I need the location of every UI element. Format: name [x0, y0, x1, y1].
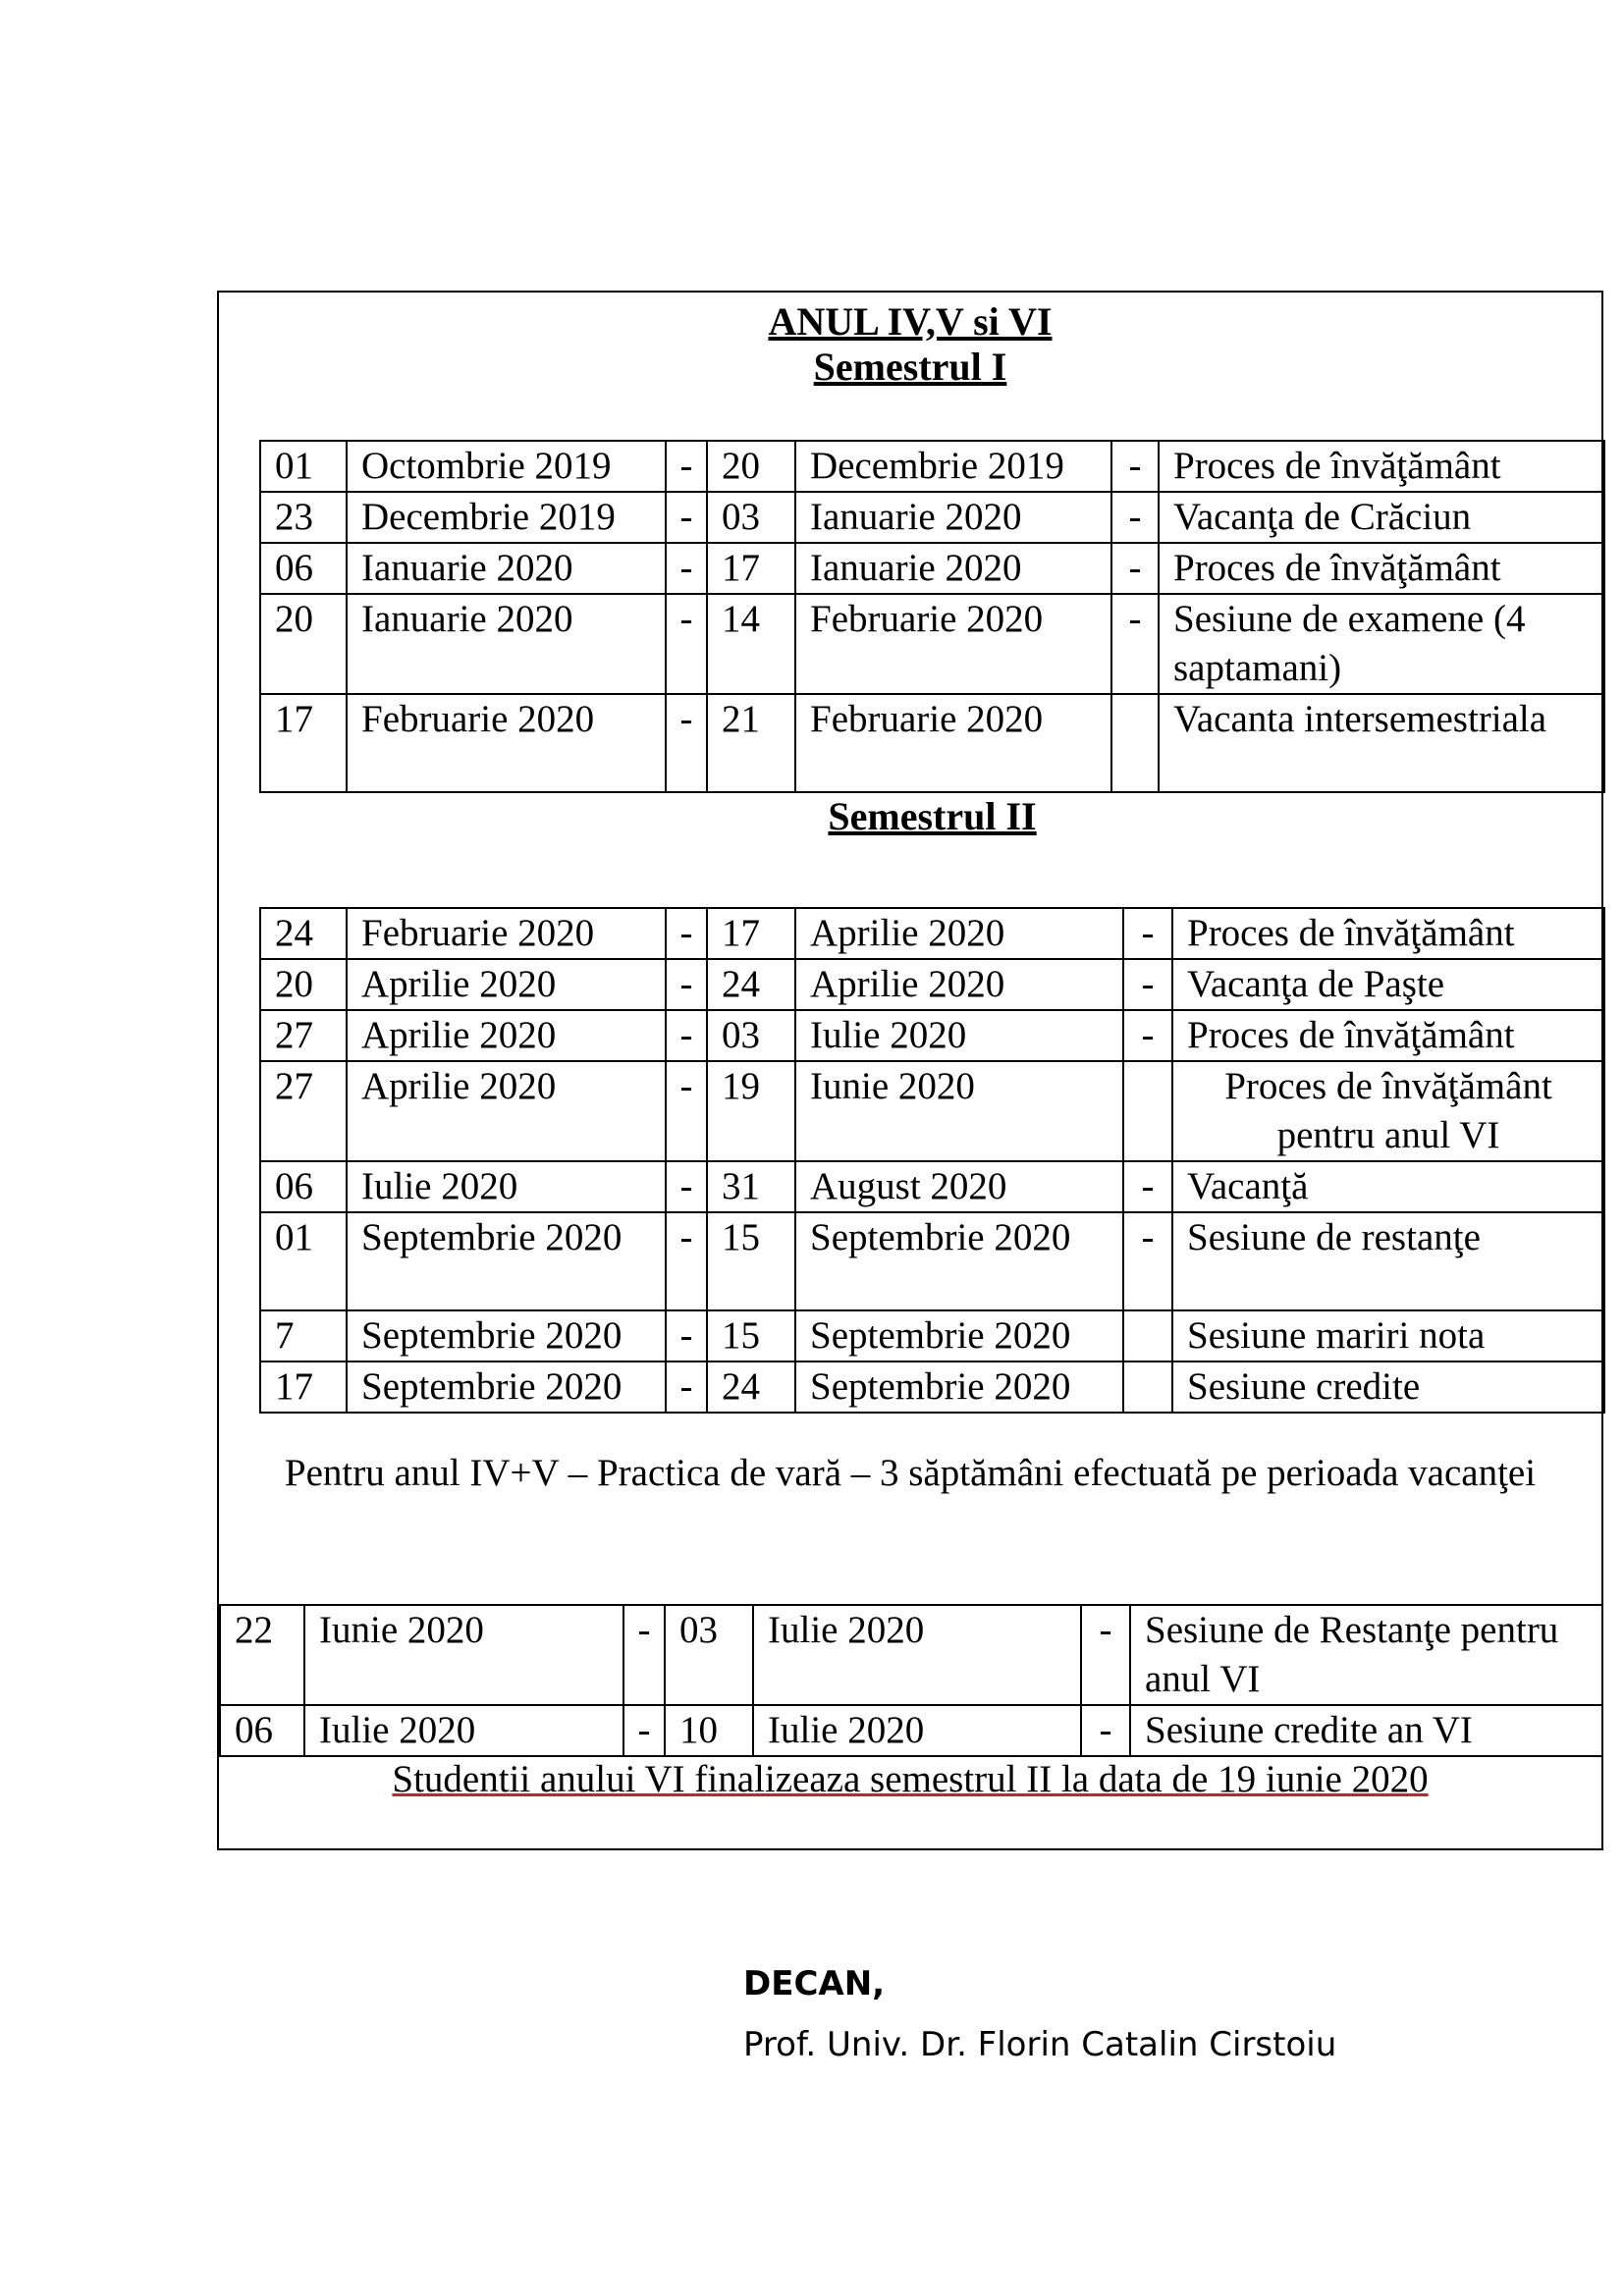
semester-1-title: Semestrul I — [813, 345, 1007, 389]
end-day: 15 — [707, 1212, 795, 1310]
period-description: Sesiune de restanţe — [1172, 1212, 1604, 1310]
desc-dash: - — [1123, 1212, 1172, 1310]
closing-note: Studentii anului VI finalizeaza semestrul II la data de 19 iunie 2020 — [392, 1758, 1429, 1800]
period-description: Sesiune de examene (4 saptamani) — [1159, 594, 1604, 694]
schedule-frame — [217, 291, 1603, 1850]
end-month: Ianuarie 2020 — [795, 543, 1111, 594]
start-day: 20 — [260, 959, 347, 1010]
desc-dash: - — [1111, 543, 1159, 594]
end-month: August 2020 — [795, 1161, 1123, 1212]
table-row — [260, 1212, 1604, 1310]
end-month: Ianuarie 2020 — [795, 492, 1111, 543]
start-month: Aprilie 2020 — [347, 959, 666, 1010]
period-description: Sesiune mariri nota — [1172, 1310, 1604, 1362]
start-day: 06 — [220, 1705, 304, 1756]
range-dash: - — [666, 694, 707, 792]
end-month: Iulie 2020 — [795, 1010, 1123, 1061]
semester-2-table — [259, 907, 1605, 1414]
year-6-table — [219, 1604, 1603, 1757]
range-dash: - — [666, 441, 707, 492]
period-description: Vacanta intersemestriala — [1159, 694, 1604, 792]
desc-dash: - — [1123, 1010, 1172, 1061]
end-month: Aprilie 2020 — [795, 908, 1123, 959]
range-dash: - — [666, 1010, 707, 1061]
end-month: Septembrie 2020 — [795, 1310, 1123, 1362]
period-description: Vacanţa de Crăciun — [1159, 492, 1604, 543]
range-dash: - — [666, 1310, 707, 1362]
start-month: Septembrie 2020 — [347, 1212, 666, 1310]
start-day: 06 — [260, 543, 347, 594]
table-row — [260, 594, 1604, 694]
table-row — [220, 1705, 1602, 1756]
desc-dash — [1123, 1310, 1172, 1362]
start-day: 27 — [260, 1010, 347, 1061]
start-day: 23 — [260, 492, 347, 543]
end-month: Septembrie 2020 — [795, 1362, 1123, 1413]
start-month: Iulie 2020 — [304, 1705, 623, 1756]
end-day: 20 — [707, 441, 795, 492]
range-dash: - — [623, 1605, 665, 1705]
period-description: Proces de învăţământ — [1172, 1010, 1604, 1061]
table-row — [260, 543, 1604, 594]
end-day: 14 — [707, 594, 795, 694]
start-day: 01 — [260, 441, 347, 492]
table-row — [220, 1605, 1602, 1705]
end-month: Februarie 2020 — [795, 594, 1111, 694]
end-month: Decembrie 2019 — [795, 441, 1111, 492]
range-dash: - — [666, 1212, 707, 1310]
range-dash: - — [666, 1161, 707, 1212]
start-month: Octombrie 2019 — [347, 441, 666, 492]
end-month: Septembrie 2020 — [795, 1212, 1123, 1310]
start-month: Septembrie 2020 — [347, 1310, 666, 1362]
end-day: 24 — [707, 1362, 795, 1413]
desc-dash: - — [1123, 1161, 1172, 1212]
desc-dash: - — [1111, 441, 1159, 492]
period-description: Vacanţă — [1172, 1161, 1604, 1212]
desc-dash — [1123, 1362, 1172, 1413]
period-description: Vacanţa de Paşte — [1172, 959, 1604, 1010]
end-month: Iulie 2020 — [753, 1605, 1081, 1705]
start-day: 06 — [260, 1161, 347, 1212]
start-month: Ianuarie 2020 — [347, 594, 666, 694]
table-row — [260, 959, 1604, 1010]
period-description: Proces de învăţământ — [1159, 441, 1604, 492]
period-description: Proces de învăţământ — [1172, 908, 1604, 959]
end-month: Aprilie 2020 — [795, 959, 1123, 1010]
end-month: Februarie 2020 — [795, 694, 1111, 792]
start-day: 17 — [260, 694, 347, 792]
range-dash: - — [666, 492, 707, 543]
semester-1-table — [259, 440, 1605, 793]
start-day: 7 — [260, 1310, 347, 1362]
range-dash: - — [666, 1061, 707, 1161]
practice-note: Pentru anul IV+V – Practica de vară – 3 săptămâni efectuată pe perioada vacanţei — [284, 1452, 1537, 1494]
end-day: 21 — [707, 694, 795, 792]
start-day: 01 — [260, 1212, 347, 1310]
start-month: Februarie 2020 — [347, 694, 666, 792]
table-row — [260, 1310, 1604, 1362]
desc-dash: - — [1111, 594, 1159, 694]
start-month: Iulie 2020 — [347, 1161, 666, 1212]
range-dash: - — [666, 594, 707, 694]
table-row — [260, 492, 1604, 543]
period-description: Sesiune credite — [1172, 1362, 1604, 1413]
desc-dash: - — [1081, 1605, 1130, 1705]
end-day: 03 — [707, 1010, 795, 1061]
period-description: Sesiune credite an VI — [1130, 1705, 1602, 1756]
start-day: 17 — [260, 1362, 347, 1413]
start-month: Aprilie 2020 — [347, 1061, 666, 1161]
end-day: 03 — [665, 1605, 753, 1705]
range-dash: - — [623, 1705, 665, 1756]
desc-dash: - — [1123, 908, 1172, 959]
start-month: Decembrie 2019 — [347, 492, 666, 543]
end-day: 03 — [707, 492, 795, 543]
start-day: 20 — [260, 594, 347, 694]
start-month: Aprilie 2020 — [347, 1010, 666, 1061]
table-row — [260, 694, 1604, 792]
semester-2-title: Semestrul II — [828, 794, 1037, 838]
start-day: 24 — [260, 908, 347, 959]
range-dash: - — [666, 908, 707, 959]
start-month: Februarie 2020 — [347, 908, 666, 959]
start-day: 22 — [220, 1605, 304, 1705]
range-dash: - — [666, 959, 707, 1010]
start-day: 27 — [260, 1061, 347, 1161]
signature-block — [743, 1953, 1336, 2075]
range-dash: - — [666, 543, 707, 594]
period-description: Proces de învăţământ — [1159, 543, 1604, 594]
end-day: 15 — [707, 1310, 795, 1362]
end-month: Iunie 2020 — [795, 1061, 1123, 1161]
start-month: Ianuarie 2020 — [347, 543, 666, 594]
start-month: Septembrie 2020 — [347, 1362, 666, 1413]
end-month: Iulie 2020 — [753, 1705, 1081, 1756]
end-day: 19 — [707, 1061, 795, 1161]
table-row — [260, 1362, 1604, 1413]
desc-dash — [1111, 694, 1159, 792]
range-dash: - — [666, 1362, 707, 1413]
desc-dash — [1123, 1061, 1172, 1161]
document-title: ANUL IV,V si VI — [768, 299, 1053, 344]
signature-title: DECAN, — [743, 1964, 886, 2003]
period-description: Sesiune de Restanţe pentru anul VI — [1130, 1605, 1602, 1705]
end-day: 24 — [707, 959, 795, 1010]
end-day: 17 — [707, 543, 795, 594]
table-row — [260, 1161, 1604, 1212]
table-row — [260, 441, 1604, 492]
table-row — [260, 1061, 1604, 1161]
table-row — [260, 1010, 1604, 1061]
end-day: 31 — [707, 1161, 795, 1212]
desc-dash: - — [1123, 959, 1172, 1010]
end-day: 17 — [707, 908, 795, 959]
period-description: Proces de învăţământ pentru anul VI — [1172, 1061, 1604, 1161]
desc-dash: - — [1081, 1705, 1130, 1756]
end-day: 10 — [665, 1705, 753, 1756]
table-row — [260, 908, 1604, 959]
desc-dash: - — [1111, 492, 1159, 543]
signature-name: Prof. Univ. Dr. Florin Catalin Cirstoiu — [743, 2025, 1337, 2064]
start-month: Iunie 2020 — [304, 1605, 623, 1705]
